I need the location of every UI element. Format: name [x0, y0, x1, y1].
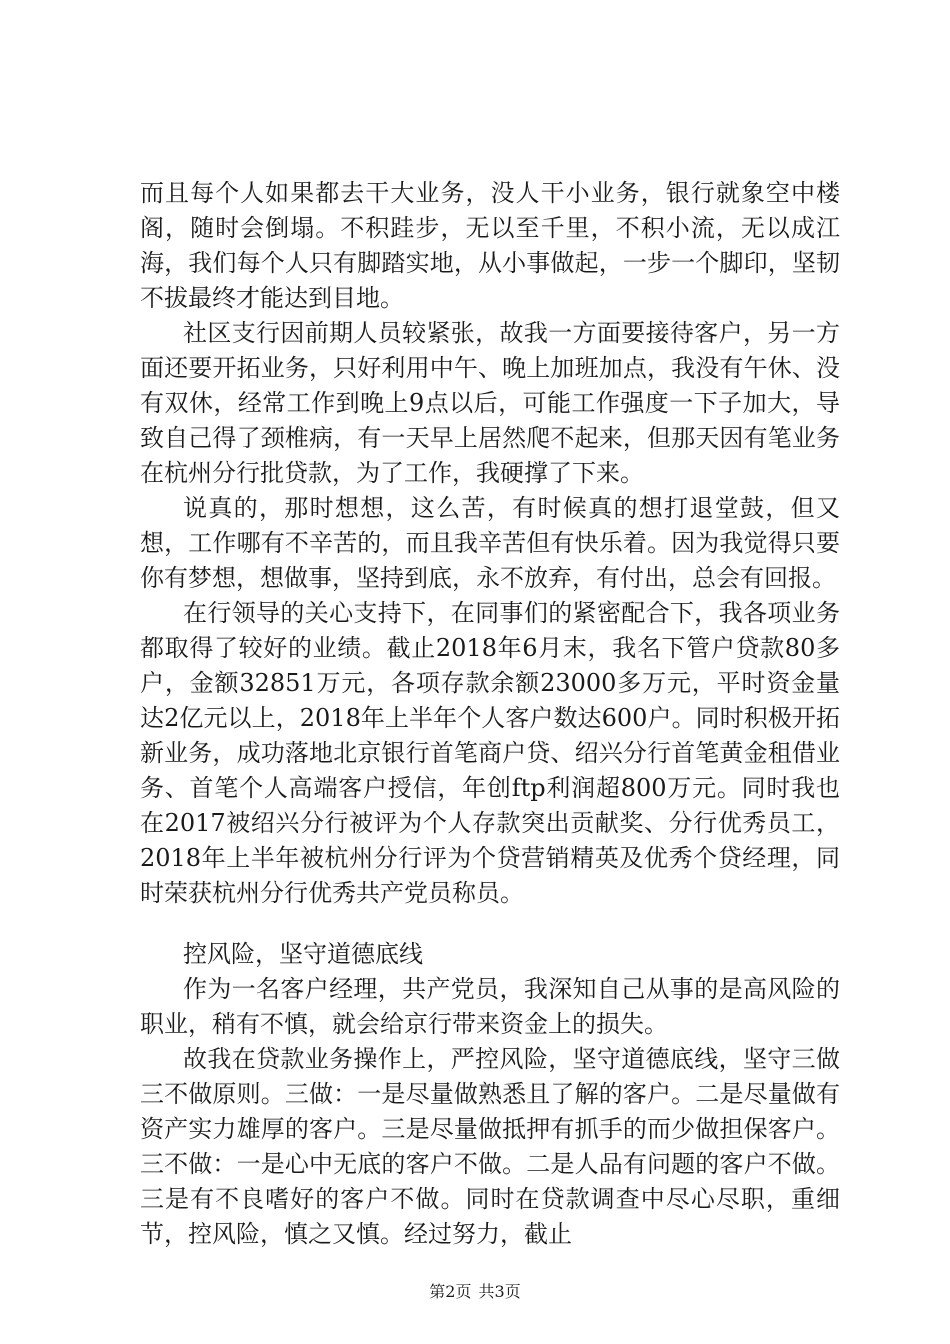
paragraph-6: 故我在贷款业务操作上，严控风险，坚守道德底线，坚守三做三不做原则。三做：一是尽量做熟悉且了解的客户。二是尽量做有资产实力雄厚的客户。三是尽量做抵押有抓手的而少做担保客户。三不做：一是心中无底的客户不做。二是人品有问题的客户不做。三是有不良嗜好的客户不做。同时在贷款调查中尽心尽职，重细节，控风险，慎之又慎。经过努力，截止 — [140, 1045, 840, 1248]
document-body — [140, 176, 840, 1252]
page-footer — [0, 1282, 950, 1302]
page-total: 共3页 — [478, 1282, 521, 1301]
paragraph-3: 说真的，那时想想，这么苦，有时候真的想打退堂鼓，但又想，工作哪有不辛苦的，而且我辛苦但有快乐着。因为我觉得只要你有梦想，想做事，坚持到底，永不放弃，有付出，总会有回报。 — [140, 494, 840, 592]
paragraph-2: 社区支行因前期人员较紧张，故我一方面要接待客户，另一方面还要开拓业务，只好利用中午、晚上加班加点，我没有午休、没有双休，经常工作到晚上9点以后，可能工作强度一下子加大，导致自己得了颈椎病，有一天早上居然爬不起来，但那天因有笔业务在杭州分行批贷款，为了工作，我硬撑了下来。 — [140, 319, 840, 487]
paragraph-1: 而且每个人如果都去干大业务，没人干小业务，银行就象空中楼阁，随时会倒塌。不积跬步，无以至千里，不积小流，无以成江海，我们每个人只有脚踏实地，从小事做起，一步一个脚印，坚韧不拔最终才能达到目地。 — [140, 179, 840, 312]
paragraph-5: 作为一名客户经理，共产党员，我深知自己从事的是高风险的职业，稍有不慎，就会给京行带来资金上的损失。 — [140, 975, 840, 1038]
page-number: 第2页 — [429, 1282, 472, 1301]
paragraph-4: 在行领导的关心支持下，在同事们的紧密配合下，我各项业务都取得了较好的业绩。截止2018年6月末，我名下管户贷款80多户，金额32851万元，各项存款余额23000多万元，平时资金量达2亿元以上，2018年上半年个人客户数达600户。同时积极开拓新业务，成功落地北京银行首笔商户贷、绍兴分行首笔黄金租借业务、首笔个人高端客户授信，年创ftp利润超800万元。同时我也在2017被绍兴分行被评为个人存款突出贡献奖、分行优秀员工，2018年上半年被杭州分行评为个贷营销精英及优秀个贷经理，同时荣获杭州分行优秀共产党员称员。 — [140, 599, 840, 907]
section-heading: 控风险，坚守道德底线 — [183, 940, 423, 968]
